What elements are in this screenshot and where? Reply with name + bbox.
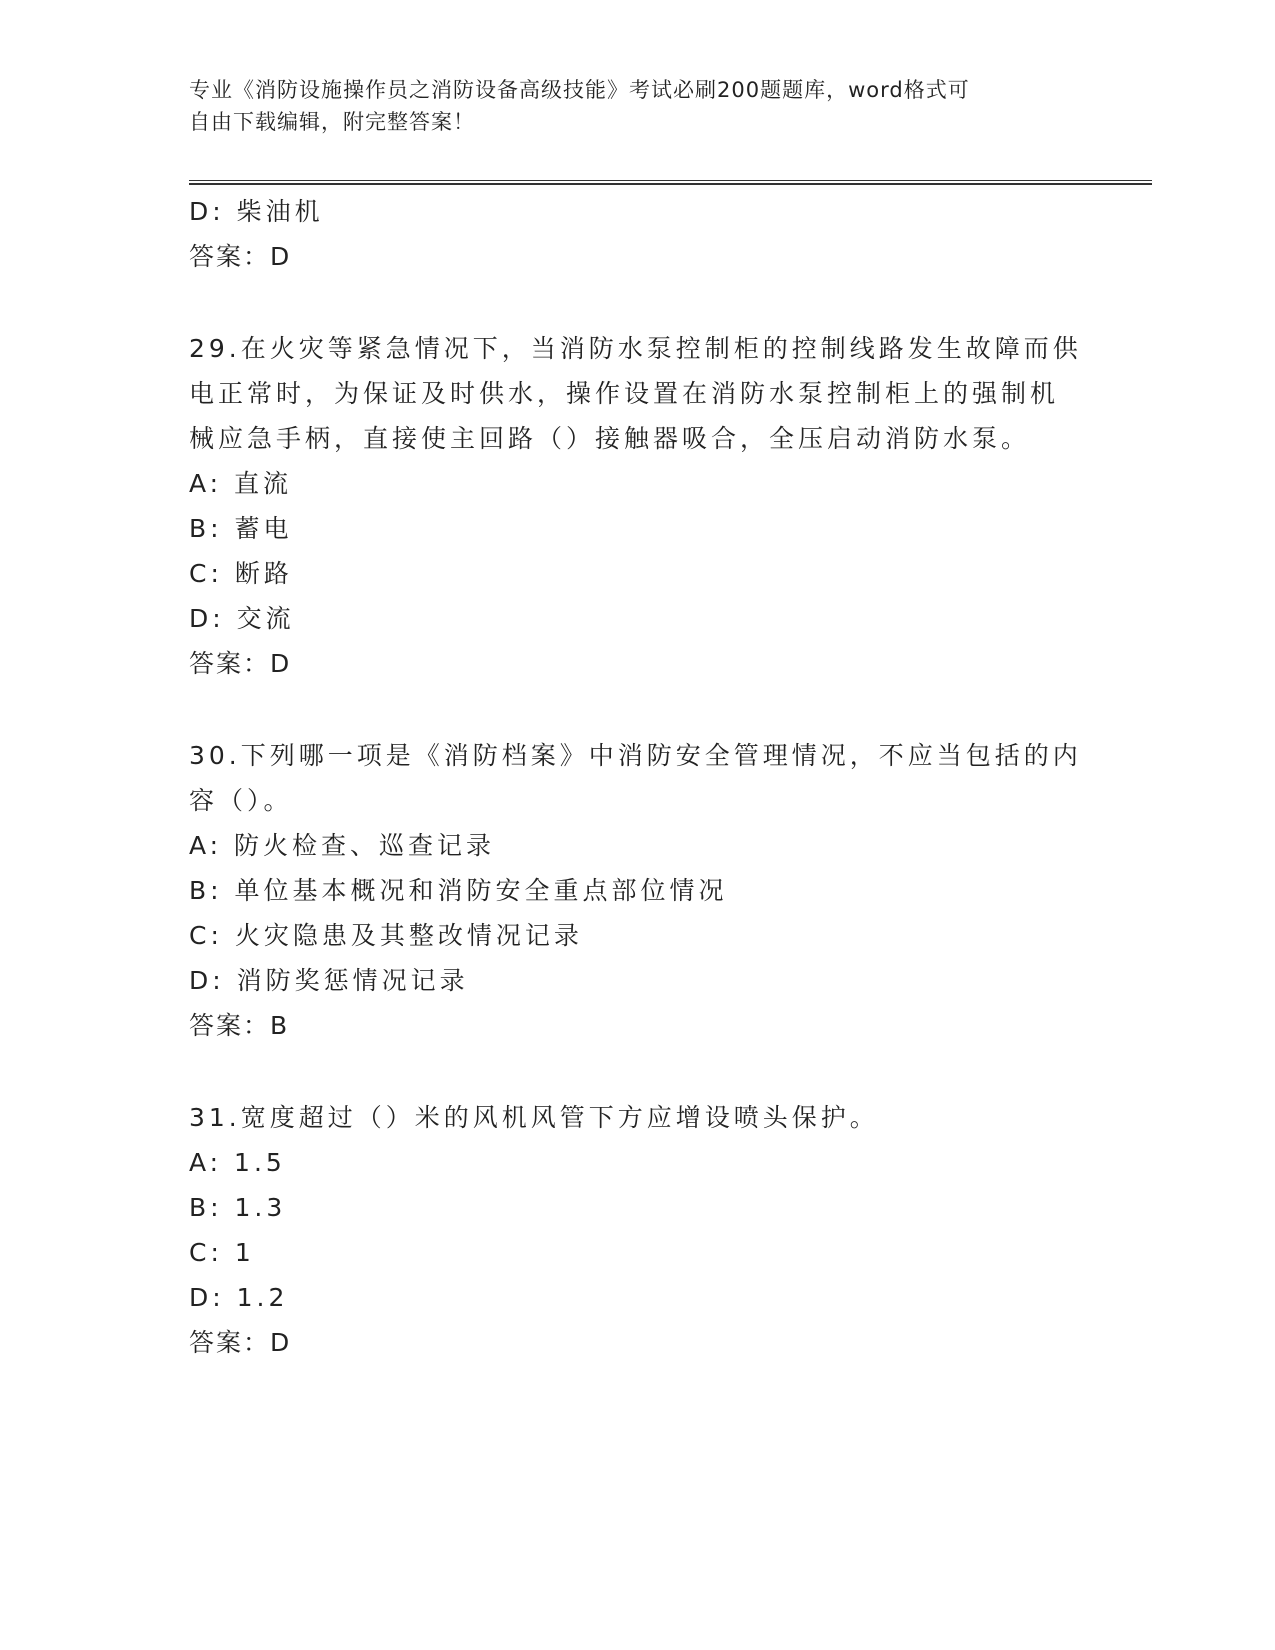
question-text-line: 30.下列哪一项是《消防档案》中消防安全管理情况，不应当包括的内 <box>189 741 1082 770</box>
option-c: C: 火灾隐患及其整改情况记录 <box>189 921 583 950</box>
question-text-line: 31.宽度超过（）米的风机风管下方应增设喷头保护。 <box>189 1103 879 1132</box>
option-c: C: 1 <box>189 1238 255 1267</box>
option-a: A: 防火检查、巡查记录 <box>189 831 496 860</box>
page-header <box>189 74 1069 138</box>
option-b: B: 单位基本概况和消防安全重点部位情况 <box>189 876 728 905</box>
answer-label: 答案：D <box>189 242 292 271</box>
option-a: A: 1.5 <box>189 1148 286 1177</box>
answer-label: 答案：D <box>189 1328 292 1357</box>
option-c: C: 断路 <box>189 559 293 588</box>
option-a: A: 直流 <box>189 469 293 498</box>
option-d: D: 消防奖惩情况记录 <box>189 966 469 995</box>
answer-label: 答案：B <box>189 1011 290 1040</box>
option-b: B: 1.3 <box>189 1193 287 1222</box>
option-d: D: 1.2 <box>189 1283 289 1312</box>
header-line-2: 自由下载编辑，附完整答案！ <box>189 110 475 134</box>
option-b: B: 蓄电 <box>189 514 293 543</box>
question-text-line: 29.在火灾等紧急情况下，当消防水泵控制柜的控制线路发生故障而供 <box>189 334 1082 363</box>
answer-label: 答案：D <box>189 649 292 678</box>
header-line-1: 专业《消防设施操作员之消防设备高级技能》考试必刷200题题库，word格式可 <box>189 78 970 102</box>
option-d: D: 交流 <box>189 604 295 633</box>
question-list <box>189 189 1089 1365</box>
question-text-line: 电正常时，为保证及时供水，操作设置在消防水泵控制柜上的强制机 <box>189 379 1060 408</box>
option-d: D: 柴油机 <box>189 197 324 226</box>
question-30 <box>189 733 1089 1048</box>
previous-question-tail <box>189 189 1089 279</box>
question-text-line: 容（）。 <box>189 786 293 815</box>
question-text-line: 械应急手柄，直接使主回路（）接触器吸合，全压启动消防水泵。 <box>189 424 1031 453</box>
question-29 <box>189 326 1089 686</box>
question-31 <box>189 1095 1089 1365</box>
header-divider <box>189 180 1152 185</box>
